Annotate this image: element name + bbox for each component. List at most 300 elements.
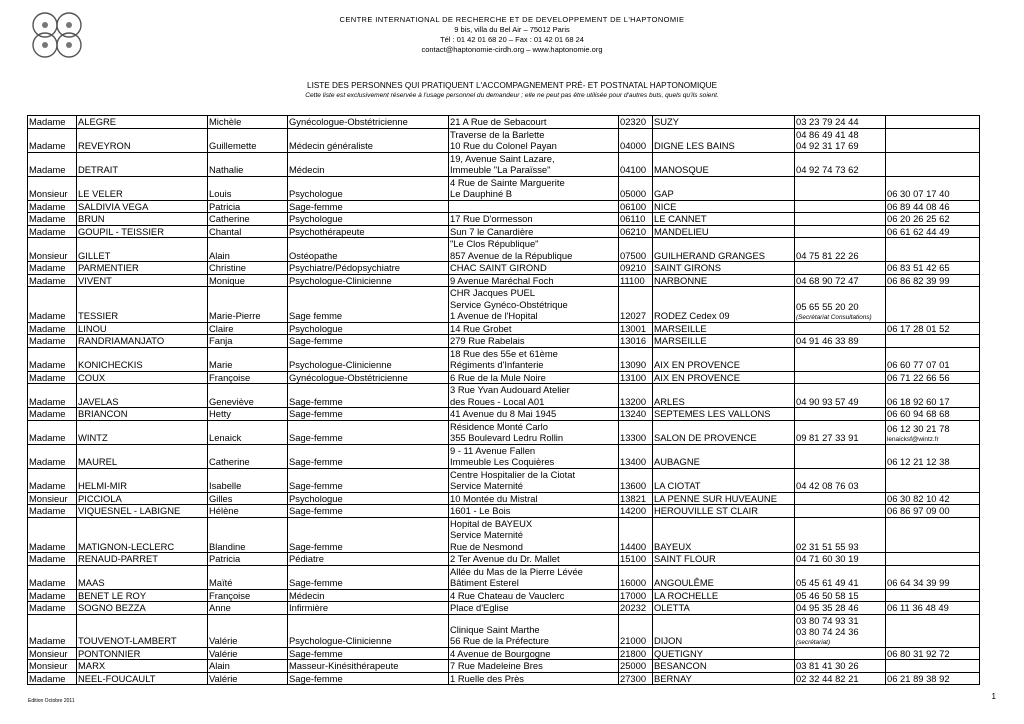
phone-cell <box>795 213 886 226</box>
first-name-cell: Patricia <box>208 200 288 213</box>
phone-line: 03 23 79 24 44 <box>796 116 859 127</box>
postal-code-cell: 07500 <box>619 238 653 262</box>
phone-cell <box>795 335 886 348</box>
phone-cell <box>795 274 886 287</box>
table-row <box>28 128 980 152</box>
last-name-cell: MATIGNON-LECLERC <box>77 517 208 553</box>
address-line: Régiments d'Infanterie <box>450 359 544 370</box>
address-cell <box>449 408 619 421</box>
mobile-cell <box>886 517 980 553</box>
profession-cell: Sage-femme <box>288 200 449 213</box>
mobile-cell <box>886 420 980 444</box>
table-row <box>28 602 980 615</box>
phone-cell <box>795 672 886 685</box>
postal-code-cell: 21000 <box>619 614 653 647</box>
city-cell: SALON DE PROVENCE <box>653 420 795 444</box>
last-name-cell: REVEYRON <box>77 128 208 152</box>
city-cell: BAYEUX <box>653 517 795 553</box>
last-name-cell: BRUN <box>77 213 208 226</box>
address-line: Bâtiment Esterel <box>450 577 519 588</box>
profession-cell: Sage femme <box>288 287 449 323</box>
address-line: 857 Avenue de la République <box>450 249 573 261</box>
mobile-line: 06 83 51 42 65 <box>887 262 950 273</box>
phone-cell <box>795 152 886 176</box>
mobile-cell <box>886 384 980 408</box>
first-name-cell: Françoise <box>208 371 288 384</box>
first-name-cell: Alain <box>208 238 288 262</box>
last-name-cell: LINOU <box>77 322 208 335</box>
city-cell: AIX EN PROVENCE <box>653 371 795 384</box>
phone-cell <box>795 322 886 335</box>
practitioner-rows <box>28 116 980 685</box>
mobile-line: 06 86 82 39 99 <box>887 274 950 286</box>
city-cell: LE CANNET <box>653 213 795 226</box>
table-row <box>28 565 980 589</box>
last-name-cell: NEEL-FOUCAULT <box>77 672 208 685</box>
last-name-cell: MAUREL <box>77 444 208 468</box>
phone-line: 04 91 46 33 89 <box>796 335 859 346</box>
profession-cell: Sage-femme <box>288 468 449 492</box>
mobile-line: 06 61 62 44 49 <box>887 225 950 237</box>
mobile-cell <box>886 589 980 602</box>
civility-cell: Madame <box>28 602 77 615</box>
postal-code-cell: 16000 <box>619 565 653 589</box>
civility-cell: Monsieur <box>28 660 77 673</box>
phone-cell <box>795 492 886 505</box>
postal-code-cell: 14200 <box>619 505 653 518</box>
address-line: Rue de Nesmond <box>450 540 523 552</box>
first-name-cell: Catherine <box>208 444 288 468</box>
civility-cell: Madame <box>28 347 77 371</box>
last-name-cell: COUX <box>77 371 208 384</box>
civility-cell: Madame <box>28 335 77 348</box>
postal-code-cell: 05000 <box>619 176 653 200</box>
phone-line: 04 42 08 76 03 <box>796 480 859 491</box>
table-row <box>28 420 980 444</box>
address-line: des Roues - Local A01 <box>450 395 545 407</box>
last-name-cell: PARMENTIER <box>77 262 208 275</box>
address-line: Centre Hospitalier de la Ciotat <box>450 468 576 480</box>
address-cell <box>449 322 619 335</box>
civility-cell: Monsieur <box>28 647 77 660</box>
table-row <box>28 152 980 176</box>
mobile-cell <box>886 238 980 262</box>
last-name-cell: PONTONNIER <box>77 647 208 660</box>
mobile-cell <box>886 444 980 468</box>
civility-cell: Madame <box>28 408 77 421</box>
civility-cell: Madame <box>28 213 77 226</box>
first-name-cell: Hélène <box>208 505 288 518</box>
last-name-cell: SALDIVIA VEGA <box>77 200 208 213</box>
postal-code-cell: 04000 <box>619 128 653 152</box>
first-name-cell: Valérie <box>208 672 288 685</box>
city-cell: RODEZ Cedex 09 <box>653 287 795 323</box>
mobile-cell <box>886 672 980 685</box>
civility-cell: Madame <box>28 262 77 275</box>
mobile-cell <box>886 116 980 129</box>
civility-cell: Madame <box>28 553 77 566</box>
phone-cell <box>795 176 886 200</box>
phone-line: 03 80 74 24 36 <box>796 626 859 637</box>
address-line: Place d'Eglise <box>450 602 509 613</box>
table-row <box>28 553 980 566</box>
profession-cell: Pédiatre <box>288 553 449 566</box>
first-name-cell: Catherine <box>208 213 288 226</box>
first-name-cell: Claire <box>208 322 288 335</box>
address-cell <box>449 176 619 200</box>
profession-cell: Sage-femme <box>288 672 449 685</box>
phone-cell <box>795 589 886 602</box>
phone-cell <box>795 128 886 152</box>
postal-code-cell: 04100 <box>619 152 653 176</box>
address-cell <box>449 589 619 602</box>
civility-cell: Monsieur <box>28 492 77 505</box>
address-line: "Le Clos République" <box>450 238 539 249</box>
address-cell <box>449 647 619 660</box>
address-cell <box>449 553 619 566</box>
address-line: Traverse de la Barlette <box>450 128 545 140</box>
address-line: Service Maternité <box>450 480 523 491</box>
civility-cell: Madame <box>28 384 77 408</box>
city-cell: QUETIGNY <box>653 647 795 660</box>
mobile-line: 06 86 97 09 00 <box>887 505 950 516</box>
mobile-cell <box>886 660 980 673</box>
address-line: 14 Rue Grobet <box>450 322 512 334</box>
first-name-cell: Gilles <box>208 492 288 505</box>
civility-cell: Madame <box>28 589 77 602</box>
phone-cell <box>795 517 886 553</box>
civility-cell: Madame <box>28 274 77 287</box>
civility-cell: Madame <box>28 517 77 553</box>
profession-cell: Sage-femme <box>288 647 449 660</box>
mobile-cell <box>886 468 980 492</box>
profession-cell: Médecin généraliste <box>288 128 449 152</box>
civility-cell: Madame <box>28 565 77 589</box>
address-cell <box>449 347 619 371</box>
last-name-cell: BENET LE ROY <box>77 589 208 602</box>
city-cell: BESANCON <box>653 660 795 673</box>
mobile-line: 06 11 36 48 49 <box>887 602 949 613</box>
address-line: Clinique Saint Marthe <box>450 623 540 635</box>
profession-cell: Psychologue-Clinicienne <box>288 274 449 287</box>
mobile-cell <box>886 371 980 384</box>
address-cell <box>449 128 619 152</box>
first-name-cell: Michèle <box>208 116 288 129</box>
profession-cell: Psychologue-Clinicienne <box>288 614 449 647</box>
mobile-cell <box>886 200 980 213</box>
last-name-cell: DETRAIT <box>77 152 208 176</box>
phone-line: 04 92 74 73 62 <box>796 164 859 175</box>
profession-cell: Sage-femme <box>288 408 449 421</box>
address-line: 21 A Rue de Sebacourt <box>450 116 547 127</box>
last-name-cell: GOUPIL - TEISSIER <box>77 225 208 238</box>
city-cell: NICE <box>653 200 795 213</box>
table-row <box>28 335 980 348</box>
profession-cell: Gynécologue-Obstétricienne <box>288 371 449 384</box>
profession-cell: Sage-femme <box>288 444 449 468</box>
profession-cell: Psychiatre/Pédopsychiatre <box>288 262 449 275</box>
postal-code-cell: 13090 <box>619 347 653 371</box>
last-name-cell: SOGNO BEZZA <box>77 602 208 615</box>
first-name-cell: Alain <box>208 660 288 673</box>
city-cell: SAINT FLOUR <box>653 553 795 566</box>
profession-cell: Sage-femme <box>288 505 449 518</box>
profession-cell: Infirmière <box>288 602 449 615</box>
city-cell: GUILHERAND GRANGES <box>653 238 795 262</box>
first-name-cell: Valérie <box>208 647 288 660</box>
civility-cell: Madame <box>28 420 77 444</box>
mobile-line: 06 89 44 08 46 <box>887 200 950 212</box>
address-line: 6 Rue de la Mule Noire <box>450 371 546 383</box>
address-line: 4 Rue Chateau de Vauclerc <box>450 589 565 601</box>
last-name-cell: VIQUESNEL - LABIGNE <box>77 505 208 518</box>
mobile-cell <box>886 152 980 176</box>
postal-code-cell: 20232 <box>619 602 653 615</box>
city-cell: GAP <box>653 176 795 200</box>
city-cell: MARSEILLE <box>653 335 795 348</box>
address-cell <box>449 152 619 176</box>
mobile-line: 06 60 94 68 68 <box>887 408 950 419</box>
mobile-cell <box>886 492 980 505</box>
last-name-cell: VIVENT <box>77 274 208 287</box>
address-cell <box>449 335 619 348</box>
address-line: 1 Avenue de l'Hopital <box>450 310 538 321</box>
phone-cell <box>795 614 886 647</box>
phone-cell <box>795 371 886 384</box>
address-cell <box>449 492 619 505</box>
phone-cell <box>795 347 886 371</box>
last-name-cell: WINTZ <box>77 420 208 444</box>
address-line: 279 Rue Rabelais <box>450 335 525 346</box>
profession-cell: Sage-femme <box>288 517 449 553</box>
last-name-cell: RANDRIAMANJATO <box>77 335 208 348</box>
mobile-cell <box>886 262 980 275</box>
address-line: 4 Rue de Sainte Marguerite <box>450 176 565 188</box>
address-line: 17 Rue D'ormesson <box>450 213 533 224</box>
civility-cell: Madame <box>28 116 77 129</box>
address-cell <box>449 505 619 518</box>
last-name-cell: HELMI-MIR <box>77 468 208 492</box>
city-cell: DIGNE LES BAINS <box>653 128 795 152</box>
address-cell <box>449 420 619 444</box>
postal-code-cell: 02320 <box>619 116 653 129</box>
phone-cell <box>795 468 886 492</box>
address-cell <box>449 384 619 408</box>
city-cell: BERNAY <box>653 672 795 685</box>
list-subtitle: Cette liste est exclusivement réservée à l'usage personnel du demandeur ; elle ne peut pas être utilisée pour d'autres buts, quels qu'ils soient. <box>305 92 719 99</box>
address-line: 56 Rue de la Préfecture <box>450 635 550 646</box>
list-title: LISTE DES PERSONNES QUI PRATIQUENT L'ACCOMPAGNEMENT PRÉ- ET POSTNATAL HAPTONOMIQUE <box>307 81 717 90</box>
postal-code-cell: 13001 <box>619 322 653 335</box>
city-cell: AUBAGNE <box>653 444 795 468</box>
table-row <box>28 660 980 673</box>
address-line: Le Dauphiné B <box>450 188 513 199</box>
address-cell <box>449 116 619 129</box>
profession-cell: Psychologue <box>288 492 449 505</box>
first-name-cell: Chantal <box>208 225 288 238</box>
first-name-cell: Blandine <box>208 517 288 553</box>
address-line: CHR Jacques PUEL <box>450 287 535 298</box>
phone-line: 03 80 74 93 31 <box>796 614 859 626</box>
phone-line: 04 75 81 22 26 <box>796 249 859 261</box>
first-name-cell: Patricia <box>208 553 288 566</box>
phone-cell <box>795 384 886 408</box>
last-name-cell: ALEGRE <box>77 116 208 129</box>
phone-line: 02 31 51 55 93 <box>796 540 859 552</box>
postal-code-cell: 14400 <box>619 517 653 553</box>
city-cell: ANGOULÊME <box>653 565 795 589</box>
table-row <box>28 287 980 323</box>
address-line: 10 Montée du Mistral <box>450 492 538 504</box>
mobile-line: 06 17 28 01 52 <box>887 322 950 334</box>
civility-cell: Madame <box>28 444 77 468</box>
phone-cell <box>795 408 886 421</box>
phone-cell <box>795 238 886 262</box>
civility-cell: Madame <box>28 152 77 176</box>
profession-cell: Gynécologue-Obstétricienne <box>288 116 449 129</box>
address-line: 1 Ruelle des Près <box>450 672 524 684</box>
postal-code-cell: 13300 <box>619 420 653 444</box>
mobile-cell <box>886 614 980 647</box>
phone-cell <box>795 602 886 615</box>
postal-code-cell: 06100 <box>619 200 653 213</box>
last-name-cell: PICCIOLA <box>77 492 208 505</box>
table-row <box>28 238 980 262</box>
mobile-cell <box>886 347 980 371</box>
mobile-line: 06 80 31 92 72 <box>887 647 950 659</box>
profession-cell: Ostéopathe <box>288 238 449 262</box>
civility-cell: Madame <box>28 322 77 335</box>
phone-cell <box>795 660 886 673</box>
address-line: 3 Rue Yvan Audouard Atelier <box>450 384 570 395</box>
mobile-line: 06 18 92 60 17 <box>887 395 950 407</box>
postal-code-cell: 21800 <box>619 647 653 660</box>
phone-cell <box>795 287 886 323</box>
mobile-line: 06 30 82 10 42 <box>887 492 950 504</box>
mobile-cell <box>886 287 980 323</box>
profession-cell: Sage-femme <box>288 335 449 348</box>
profession-cell: Médecin <box>288 152 449 176</box>
last-name-cell: LE VELER <box>77 176 208 200</box>
phone-cell <box>795 565 886 589</box>
first-name-cell: Anne <box>208 602 288 615</box>
last-name-cell: GILLET <box>77 238 208 262</box>
city-cell: OLETTA <box>653 602 795 615</box>
table-row <box>28 505 980 518</box>
mobile-line: 06 12 21 12 38 <box>887 456 950 467</box>
address-line: Immeuble Les Coquières <box>450 456 555 467</box>
first-name-cell: Geneviève <box>208 384 288 408</box>
table-row <box>28 213 980 226</box>
list-heading <box>0 80 1024 101</box>
table-row <box>28 444 980 468</box>
mobile-cell <box>886 408 980 421</box>
postal-code-cell: 15100 <box>619 553 653 566</box>
first-name-cell: Hetty <box>208 408 288 421</box>
phone-cell <box>795 444 886 468</box>
profession-cell: Psychothérapeute <box>288 225 449 238</box>
city-cell: DIJON <box>653 614 795 647</box>
phone-cell <box>795 505 886 518</box>
first-name-cell: Monique <box>208 274 288 287</box>
first-name-cell: Marie <box>208 347 288 371</box>
address-line: 19, Avenue Saint Lazare, <box>450 152 555 164</box>
civility-cell: Monsieur <box>28 238 77 262</box>
last-name-cell: MARX <box>77 660 208 673</box>
address-cell <box>449 225 619 238</box>
profession-cell: Psychologue <box>288 176 449 200</box>
table-row <box>28 225 980 238</box>
city-cell: ARLES <box>653 384 795 408</box>
address-cell <box>449 262 619 275</box>
mobile-cell <box>886 565 980 589</box>
mobile-line: 06 60 77 07 01 <box>887 359 950 370</box>
city-cell: MANOSQUE <box>653 152 795 176</box>
mobile-cell <box>886 647 980 660</box>
table-row <box>28 274 980 287</box>
address-line: Service Gynéco-Obstétrique <box>450 298 568 310</box>
mobile-line: 06 71 22 66 56 <box>887 371 950 383</box>
address-line: Sun 7 le Canardière <box>450 225 534 237</box>
mobile-cell <box>886 128 980 152</box>
profession-cell: Sage-femme <box>288 565 449 589</box>
postal-code-cell: 13821 <box>619 492 653 505</box>
org-name: CENTRE INTERNATIONAL DE RECHERCHE ET DE DEVELOPPEMENT DE L'HAPTONOMIE <box>339 15 685 24</box>
org-address: 9 bis, villa du Bel Air – 75012 Paris <box>454 25 570 34</box>
mobile-cell <box>886 213 980 226</box>
address-cell <box>449 238 619 262</box>
address-line: CHAC SAINT GIROND <box>450 262 547 273</box>
civility-cell: Madame <box>28 672 77 685</box>
profession-cell: Psychologue <box>288 213 449 226</box>
address-cell <box>449 672 619 685</box>
table-row <box>28 116 980 129</box>
phone-cell <box>795 116 886 129</box>
phone-cell <box>795 647 886 660</box>
first-name-cell: Louis <box>208 176 288 200</box>
address-line: 355 Boulevard Ledru Rollin <box>450 432 564 443</box>
address-line: 10 Rue du Colonel Payan <box>450 140 557 151</box>
postal-code-cell: 27300 <box>619 672 653 685</box>
profession-cell: Masseur-Kinésithérapeute <box>288 660 449 673</box>
address-cell <box>449 660 619 673</box>
civility-cell: Madame <box>28 200 77 213</box>
phone-line: 04 90 93 57 49 <box>796 395 859 407</box>
address-line: Service Maternité <box>450 529 523 540</box>
address-line: Allée du Mas de la Pierre Lévée <box>450 565 583 577</box>
postal-code-cell: 13100 <box>619 371 653 384</box>
city-cell: NARBONNE <box>653 274 795 287</box>
profession-cell: Psychologue <box>288 322 449 335</box>
mobile-line: 06 30 07 17 40 <box>887 188 950 199</box>
civility-cell: Monsieur <box>28 176 77 200</box>
civility-cell: Madame <box>28 468 77 492</box>
city-cell: LA PENNE SUR HUVEAUNE <box>653 492 795 505</box>
table-row <box>28 200 980 213</box>
city-cell: HEROUVILLE ST CLAIR <box>653 505 795 518</box>
phone-line: 04 95 35 28 46 <box>796 602 859 613</box>
mobile-cell <box>886 274 980 287</box>
first-name-cell: Fanja <box>208 335 288 348</box>
postal-code-cell: 06210 <box>619 225 653 238</box>
first-name-cell: Françoise <box>208 589 288 602</box>
phone-line: 05 45 61 49 41 <box>796 577 859 588</box>
phone-line: 02 32 44 82 21 <box>796 672 859 684</box>
mobile-cell <box>886 335 980 348</box>
phone-line: 04 86 49 41 48 <box>796 128 859 140</box>
mobile-cell <box>886 505 980 518</box>
civility-cell: Madame <box>28 287 77 323</box>
